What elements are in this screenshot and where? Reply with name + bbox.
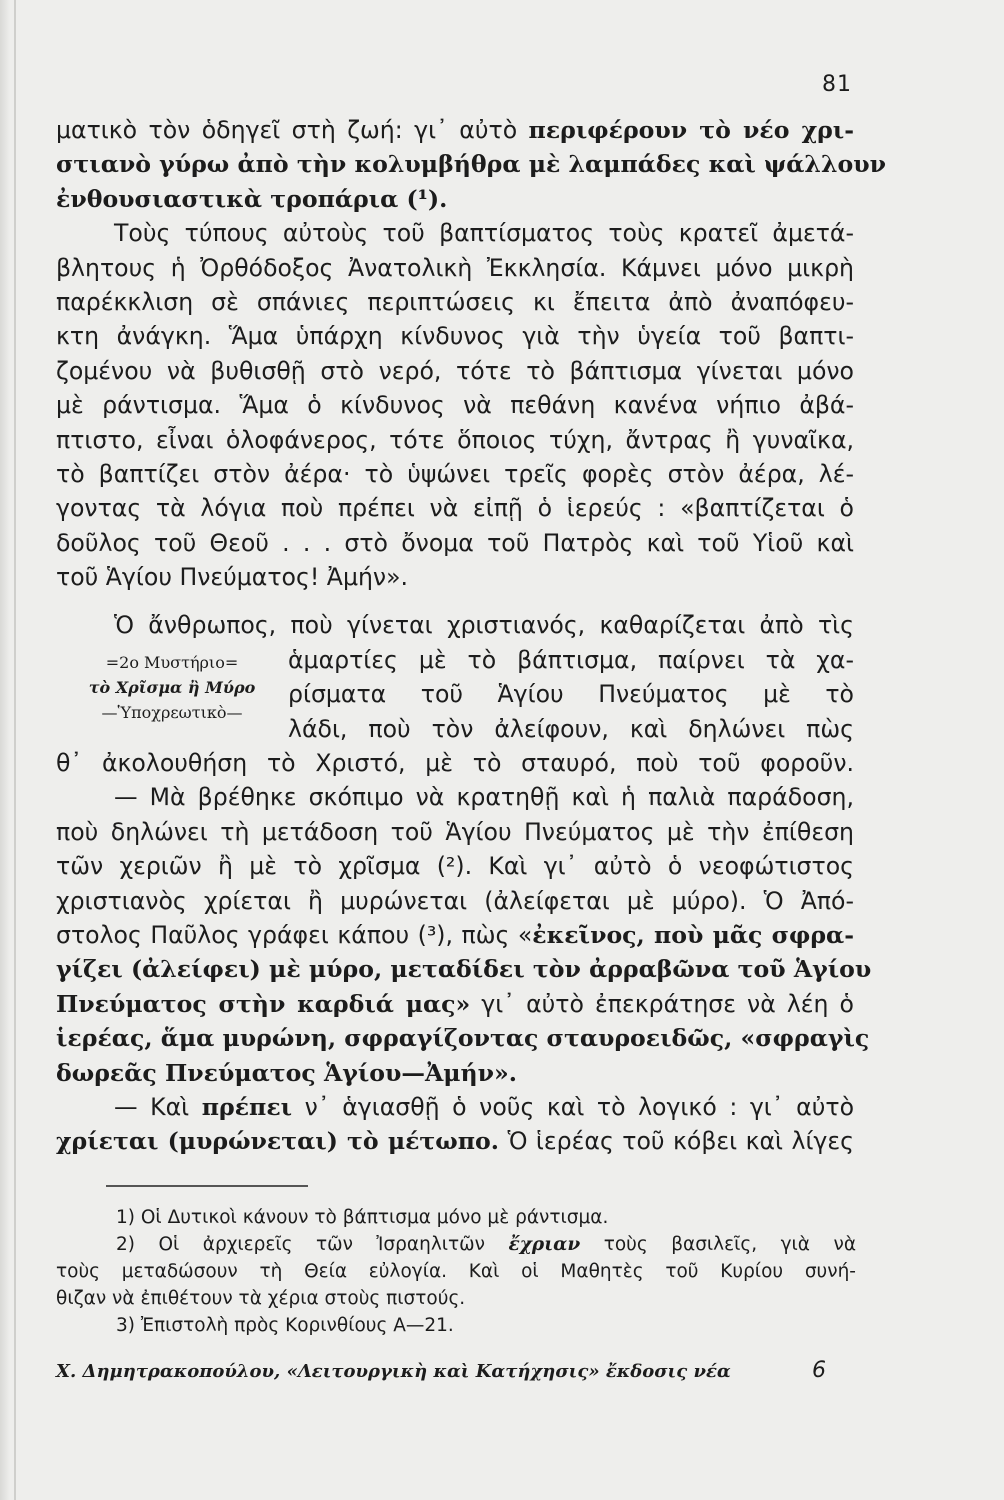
text-line: — Καὶ πρέπει ν᾿ ἁγιασθῇ ὁ νοῦς καὶ τὸ λογικό : γι᾿ αὐτὸ [114, 1092, 855, 1121]
imprint-line [56, 1358, 826, 1383]
text-line: δοῦλος τοῦ Θεοῦ . . . στὸ ὄνομα τοῦ Πατρὸς καὶ τοῦ Υἱοῦ καὶ [56, 528, 854, 557]
footnote: 1) Οἱ Δυτικοὶ κάνουν τὸ βάπτισμα μόνο μὲ ράντισμα. [116, 1207, 609, 1228]
text-line: ζομένου νὰ βυθισθῇ στὸ νερό, τότε τὸ βάπτισμα γίνεται μόνο [56, 356, 854, 385]
footnote-line: θιζαν νὰ ἐπιθέτουν τὰ χέρια στοὺς πιστούς. [56, 1288, 466, 1309]
text-line: Ὁ ἄνθρωπος, ποὺ γίνεται χριστιανός, καθαρίζεται ἀπὸ τὶς [114, 611, 854, 640]
imprint-text: Χ. Δημητρακοπούλου, «Λειτουργικὴ καὶ Κατήχησις» ἔκδοσις νέα [56, 1361, 731, 1382]
text-line: θ᾿ ἀκολουθήση τὸ Χριστό, μὲ τὸ σταυρό, ποὺ τοῦ φοροῦν. [56, 749, 854, 778]
text-line: Τοὺς τύπους αὐτοὺς τοῦ βαπτίσματος τοὺς κρατεῖ ἀμετά- [114, 219, 854, 248]
text-line: κτη ἀνάγκη. Ἅμα ὑπάρχη κίνδυνος γιὰ τὴν ὑγεία τοῦ βαπτι- [56, 322, 854, 351]
text-line: Πνεύματος στὴν καρδιά μας» γι᾿ αὐτὸ ἐπεκράτησε νὰ λέη ὁ [56, 989, 854, 1018]
text-line: τῶν χεριῶν ἢ μὲ τὸ χρῖσμα (²). Καὶ γι᾿ αὐτὸ ὁ νεοφώτιστος [56, 852, 854, 881]
text-line: στιανὸ γύρω ἀπὸ τὴν κολυμβήθρα μὲ λαμπάδες καὶ ψάλλουν [56, 150, 886, 179]
text-line: τοῦ Ἁγίου Πνεύματος! Ἀμήν». [56, 563, 409, 592]
footnote: 3) Ἐπιστολὴ πρὸς Κορινθίους Α—21. [116, 1315, 454, 1336]
text-line: βλητους ἡ Ὀρθόδοξος Ἀνατολικὴ Ἐκκλησία. Κάμνει μόνο μικρὴ [56, 253, 854, 282]
footnotes [56, 1204, 856, 1339]
text-line: ματικὸ τὸν ὁδηγεῖ στὴ ζωή: γι᾿ αὐτὸ περιφέρουν τὸ νέο χρι- [56, 116, 854, 144]
margin-note-line: —Ὑποχρεωτικὸ— [101, 702, 243, 722]
text-line: λάδι, ποὺ τὸν ἀλείφουν, καὶ δηλώνει πὼς [288, 714, 854, 743]
page-edge [14, 0, 16, 1500]
page-shadow [0, 0, 10, 1500]
sidenote-block [56, 643, 854, 746]
margin-note-line: τὸ Χρῖσμα ἢ Μύρο [88, 677, 256, 697]
text-line: δωρεᾶς Πνεύματος Ἁγίου—Ἀμήν». [56, 1058, 518, 1087]
margin-note [56, 643, 288, 725]
text-line: γοντας τὰ λόγια ποὺ πρέπει νὰ εἰπῇ ὁ ἱερεύς : «βαπτίζεται ὁ [56, 494, 854, 523]
text-line: γίζει (ἀλείφει) μὲ μύρο, μεταδίδει τὸν ἀρραβῶνα τοῦ Ἁγίου [56, 955, 872, 984]
text-line: — Μὰ βρέθηκε σκόπιμο νὰ κρατηθῇ καὶ ἡ παλιὰ παράδοση, [114, 783, 854, 812]
text-line: ἁμαρτίες μὲ τὸ βάπτισμα, παίρνει τὰ χα- [288, 645, 854, 674]
text-line: χρίεται (μυρώνεται) τὸ μέτωπο. Ὁ ἱερέας τοῦ κόβει καὶ λίγες [56, 1127, 854, 1156]
text-line: παρέκκλιση σὲ σπάνιες περιπτώσεις κι ἔπειτα ἀπὸ ἀναπόφευ- [56, 287, 854, 316]
text-line: ἐνθουσιαστικὰ τροπάρια (¹). [56, 184, 448, 213]
signature-mark: 6 [812, 1358, 826, 1383]
page-number: 81 [822, 72, 852, 97]
text-line: ἱερέας, ἅμα μυρώνη, σφραγίζοντας σταυροειδῶς, «σφραγὶς [56, 1024, 870, 1053]
body-text [56, 113, 886, 1159]
margin-note-line: =2ο Μυστήριο= [105, 652, 239, 672]
text-line: τὸ βαπτίζει στὸν ἀέρα· τὸ ὑψώνει τρεῖς φορὲς στὸν ἀέρα, λέ- [56, 459, 854, 488]
footnote-line: τοὺς μεταδώσουν τὴ Θεία εὐλογία. Καὶ οἱ Μαθητὲς τοῦ Κυρίου συνή- [56, 1261, 856, 1282]
footnote-divider [106, 1185, 308, 1187]
text-line: μὲ ράντισμα. Ἅμα ὁ κίνδυνος νὰ πεθάνη κανένα νήπιο ἀβά- [56, 391, 854, 420]
footnote: 2) Οἱ ἀρχιερεῖς τῶν Ἰσραηλιτῶν ἔχριαν τοὺς βασιλεῖς, γιὰ νὰ [116, 1234, 857, 1255]
text-line: ρίσματα τοῦ Ἁγίου Πνεύματος μὲ τὸ [288, 680, 854, 709]
text-line: χριστιανὸς χρίεται ἢ μυρώνεται (ἀλείφεται μὲ μύρο). Ὁ Ἀπό- [56, 886, 854, 915]
text-line: στολος Παῦλος γράφει κάπου (³), πὼς «ἐκεῖνος, ποὺ μᾶς σφρα- [56, 920, 854, 949]
text-line: ποὺ δηλώνει τὴ μετάδοση τοῦ Ἁγίου Πνεύματος μὲ τὴν ἐπίθεση [56, 817, 854, 846]
text-line: πτιστο, εἶναι ὁλοφάνερος, τότε ὅποιος τύχη, ἄντρας ἢ γυναῖκα, [56, 425, 854, 454]
